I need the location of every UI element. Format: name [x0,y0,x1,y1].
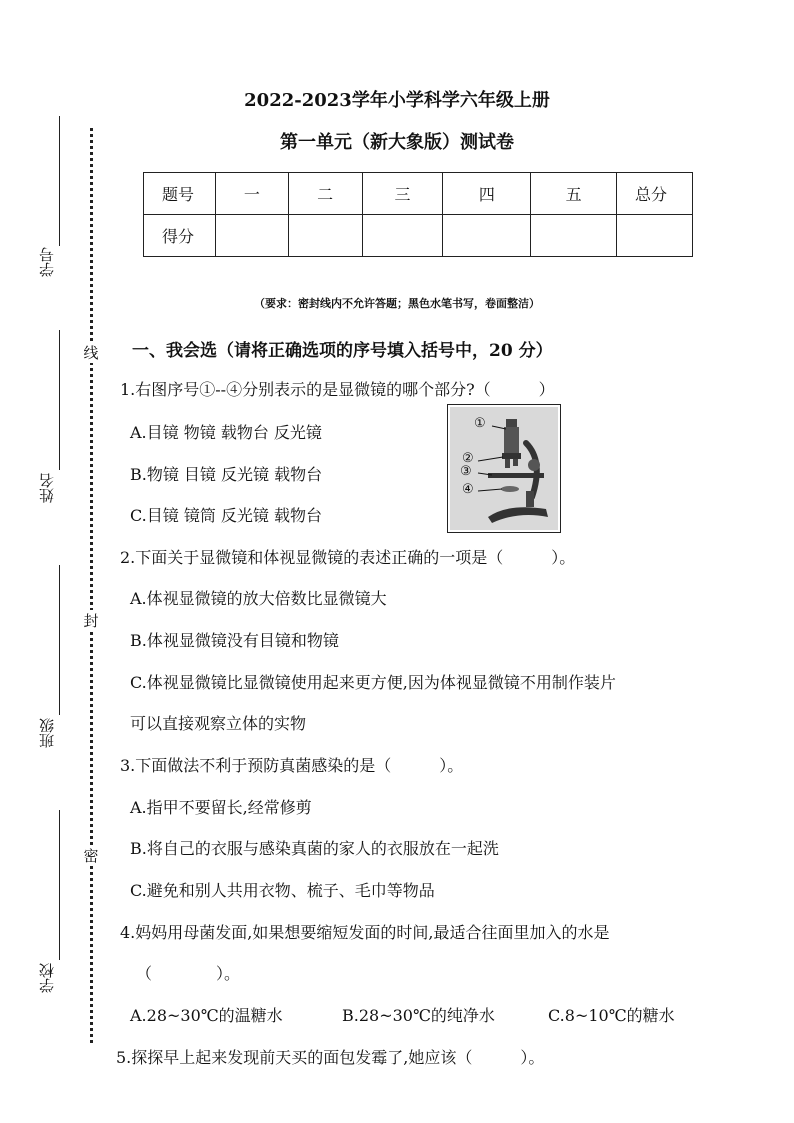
margin-line [59,565,60,715]
score-table-header-row [144,173,693,215]
question-3-option-c: C.避免和别人共用衣物、梳子、毛巾等物品 [130,881,435,900]
section-title: 一、我会选（请将正确选项的序号填入括号中，20 分） [132,341,553,361]
question-3-option-b: B.将自己的衣服与感染真菌的家人的衣服放在一起洗 [130,839,499,858]
score-header-cell: 三 [362,173,443,215]
page-subtitle: 第一单元（新大象版）测试卷 [280,132,514,153]
score-cell[interactable] [288,215,362,257]
margin-label-name: 姓名 [38,473,56,503]
figure-marker-3: ③ [460,464,472,479]
question-4-stem: 4.妈妈用母菌发面,如果想要缩短发面的时间,最适合往面里加入的水是 [120,923,610,942]
question-3-stem: 3.下面做法不利于预防真菌感染的是（ ）。 [120,756,464,775]
seal-dotted-line [90,128,93,1043]
score-header-cell: 一 [215,173,288,215]
figure-marker-2: ② [462,451,474,466]
score-row-label: 得分 [144,215,216,257]
score-header-cell: 题号 [144,173,216,215]
microscope-figure [447,404,561,533]
score-cell[interactable] [443,215,531,257]
margin-label-student-id: 学号 [38,247,56,277]
seal-char-secret: 密 [80,845,102,866]
margin-label-school: 学校 [38,963,56,993]
seal-char-line: 线 [80,342,102,363]
question-2-option-a: A.体视显微镜的放大倍数比显微镜大 [130,589,387,608]
figure-marker-4: ④ [462,482,474,497]
score-header-cell: 四 [443,173,531,215]
score-cell[interactable] [215,215,288,257]
score-cell[interactable] [617,215,693,257]
question-2-option-c-line2: 可以直接观察立体的实物 [130,714,307,733]
question-1-option-b: B.物镜 目镜 反光镜 载物台 [130,465,323,484]
margin-label-class: 班级 [38,718,56,748]
question-3-option-a: A.指甲不要留长,经常修剪 [130,798,312,817]
question-5-stem: 5.探探早上起来发现前天买的面包发霉了,她应该（ ）。 [116,1048,545,1067]
margin-line [59,330,60,470]
question-2-option-c-line1: C.体视显微镜比显微镜使用起来更方便,因为体视显微镜不用制作装片 [130,673,616,692]
score-cell[interactable] [362,215,443,257]
question-1-stem: 1.右图序号①--④分别表示的是显微镜的哪个部分?（ ） [120,380,555,399]
figure-marker-1: ① [474,416,486,431]
score-table-score-row [144,215,693,257]
score-header-cell: 五 [531,173,617,215]
question-2-option-b: B.体视显微镜没有目镜和物镜 [130,631,339,650]
score-cell[interactable] [531,215,617,257]
seal-char-seal: 封 [80,610,102,631]
score-header-cell: 二 [288,173,362,215]
question-1-option-a: A.目镜 物镜 载物台 反光镜 [130,423,322,442]
margin-line [59,810,60,960]
score-table [143,172,693,257]
question-4-option-c: C.8~10℃的糖水 [548,1006,675,1025]
question-4-option-b: B.28~30℃的纯净水 [342,1006,495,1025]
score-header-cell: 总分 [617,173,693,215]
exam-requirements-note: （要求：密封线内不允许答题；黑色水笔书写，卷面整洁） [254,297,540,310]
question-4-answer-blank[interactable]: （ ）。 [136,964,241,983]
page-title: 2022-2023学年小学科学六年级上册 [244,90,550,111]
question-1-option-c: C.目镜 镜筒 反光镜 载物台 [130,506,323,525]
question-2-stem: 2.下面关于显微镜和体视显微镜的表述正确的一项是（ ）。 [120,548,576,567]
question-4-option-a: A.28~30℃的温糖水 [130,1006,283,1025]
